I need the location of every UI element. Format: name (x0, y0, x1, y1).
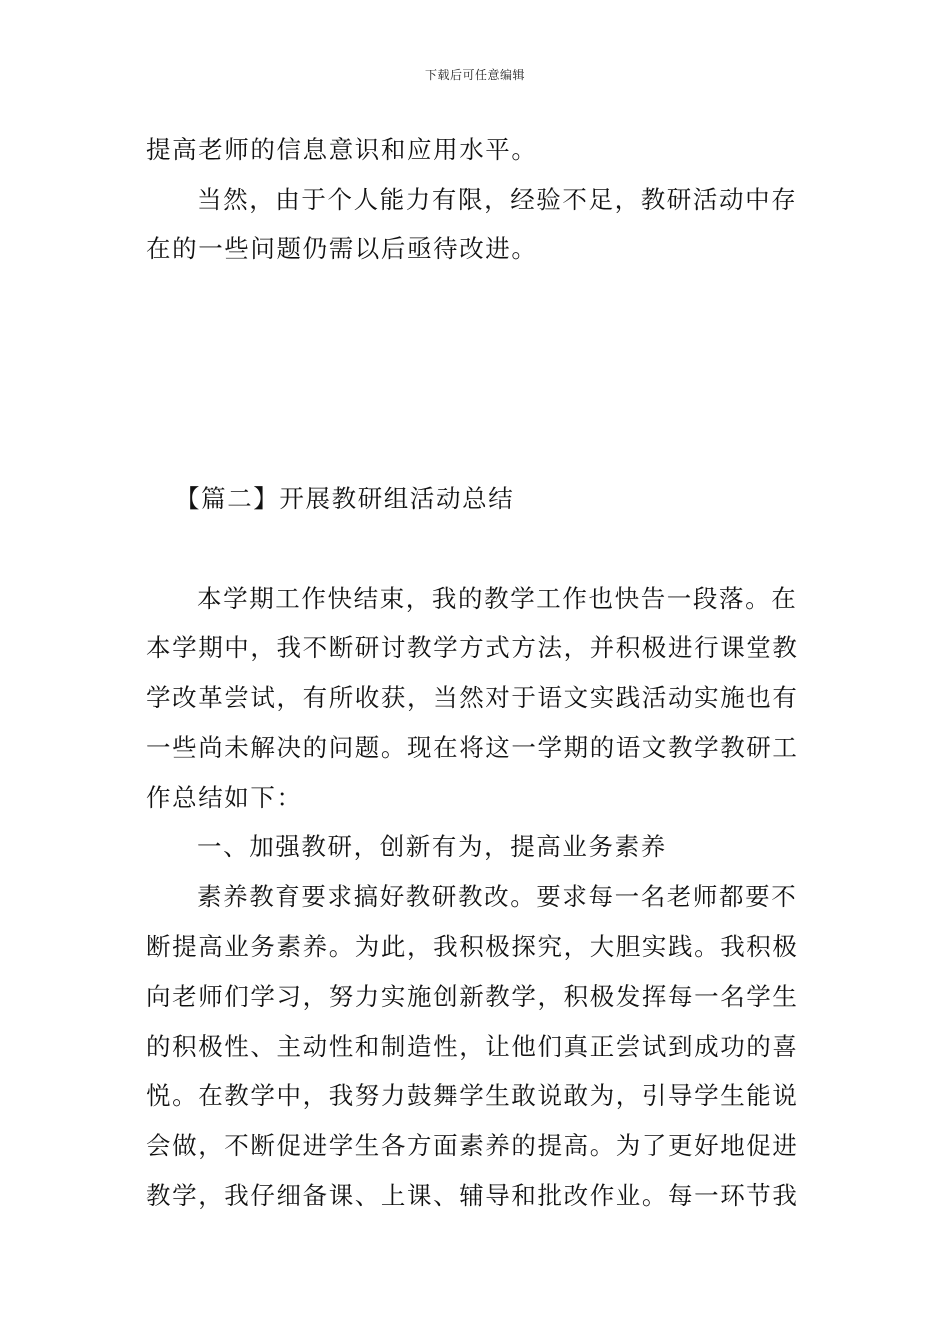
page-header: 下载后可任意编辑 (424, 68, 525, 82)
subsection-heading: 一、加强教研，创新有为，提高业务素养 (197, 832, 667, 861)
paragraph-line: 会做，不断促进学生各方面素养的提高。为了更好地促进 (146, 1131, 799, 1160)
paragraph-line: 教学，我仔细备课、上课、辅导和批改作业。每一环节我 (146, 1181, 799, 1210)
paragraph-line: 本学期中，我不断研讨教学方式方法，并积极进行课堂教 (146, 633, 799, 662)
paragraph-line: 学改革尝试，有所收获，当然对于语文实践活动实施也有 (146, 683, 799, 712)
paragraph-line: 在的一些问题仍需以后亟待改进。 (146, 234, 538, 263)
section-heading: 【篇二】开展教研组活动总结 (175, 484, 515, 513)
paragraph-line: 的积极性、主动性和制造性，让他们真正尝试到成功的喜 (146, 1032, 799, 1061)
paragraph-line: 悦。在教学中，我努力鼓舞学生敢说敢为，引导学生能说 (146, 1081, 799, 1110)
paragraph-line: 作总结如下： (146, 783, 303, 812)
paragraph-line: 当然，由于个人能力有限，经验不足，教研活动中存 (197, 185, 798, 214)
paragraph-line: 素养教育要求搞好教研教改。要求每一名老师都要不 (197, 882, 798, 911)
paragraph-line: 本学期工作快结束，我的教学工作也快告一段落。在 (197, 584, 798, 613)
paragraph-line: 向老师们学习，努力实施创新教学，积极发挥每一名学生 (146, 982, 799, 1011)
paragraph-line: 一些尚未解决的问题。现在将这一学期的语文教学教研工 (146, 733, 799, 762)
paragraph-line: 断提高业务素养。为此，我积极探究，大胆实践。我积极 (146, 932, 799, 961)
paragraph-line: 提高老师的信息意识和应用水平。 (146, 135, 538, 164)
